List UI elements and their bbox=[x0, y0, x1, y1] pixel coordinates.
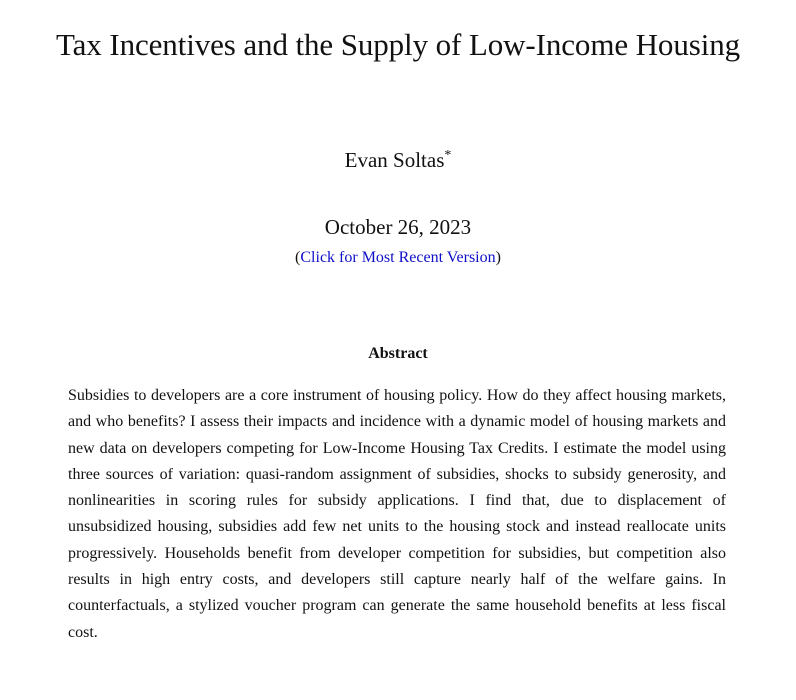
author-footnote-mark[interactable]: * bbox=[444, 148, 452, 163]
version-open-paren: ( bbox=[295, 249, 301, 266]
most-recent-version-link[interactable]: Click for Most Recent Version bbox=[300, 249, 496, 266]
author-line bbox=[0, 146, 796, 174]
abstract-heading: Abstract bbox=[368, 345, 428, 362]
version-close-paren: ) bbox=[495, 249, 501, 266]
version-line bbox=[0, 247, 796, 269]
author-name: Evan Soltas bbox=[344, 148, 445, 172]
abstract-text: Subsidies to developers are a core instrument of housing policy. How do they affect housing markets, and who benefits? I assess their impacts and incidence with a dynamic model of housing markets and new data on developers competing for Low-Income Housing Tax Credits. I estimate the model using three sources of variation: quasi-random assignment of subsidies, shocks to subsidy generosity, and nonlinearities in scoring rules for subsidy applications. I find that, due to displacement of unsubsidized housing, subsidies add few net units to the housing stock and instead reallocate units progressively. Households benefit from developer competition for subsidies, but competition also results in high entry costs, and developers still capture nearly half of the welfare gains. In counterfactuals, a stylized voucher program can generate the same household benefits at less fiscal cost. bbox=[68, 387, 726, 641]
paper-title: Tax Incentives and the Supply of Low-Income Housing bbox=[55, 27, 741, 62]
paper-date: October 26, 2023 bbox=[324, 215, 472, 239]
